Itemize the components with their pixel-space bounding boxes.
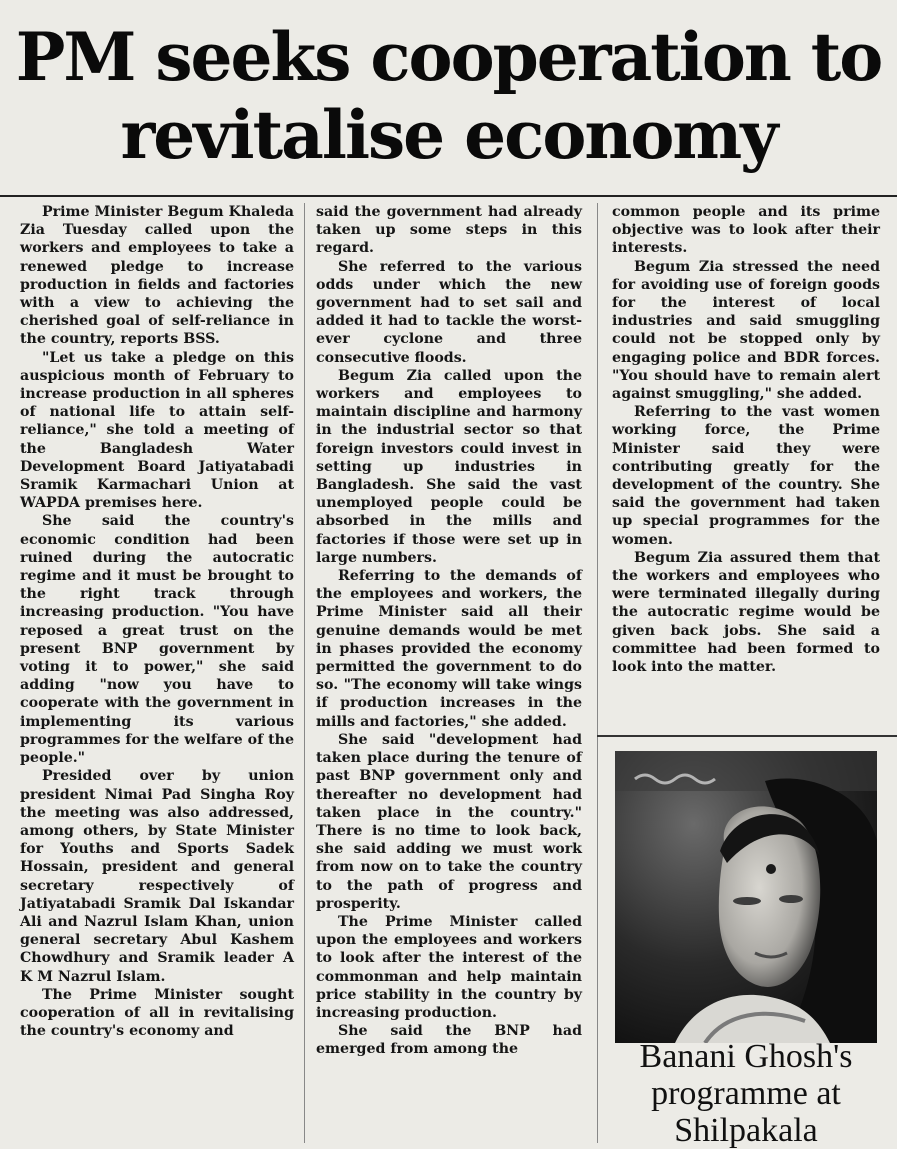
paragraph: common people and its prime objective was to look after their interests. <box>612 204 880 257</box>
article-column-1 <box>20 203 294 1040</box>
paragraph: She referred to the various odds under which the new government had to set sail and added it had to tackle the worst-ever cyclone and three consecutive floods. <box>316 258 582 366</box>
caption-line-3: Shilpakala <box>674 1112 818 1149</box>
caption-line-2: programme at <box>651 1075 841 1112</box>
caption-line-1: Banani Ghosh's <box>639 1038 853 1075</box>
paragraph: She said "development had taken place during the tenure of past BNP government only and thereafter no development had taken place in the country." There is no time to look back, she said adding we must work from now on to take the country to the path of progress and prosperity. <box>316 731 582 912</box>
paragraph: The Prime Minister called upon the employees and workers to look after the interest of the commonman and help maintain price stability in the country by increasing production. <box>316 913 582 1021</box>
news-photo <box>615 751 877 1043</box>
article-column-3 <box>612 203 880 676</box>
paragraph: Begum Zia assured them that the workers and employees who were terminated illegally during the autocratic regime would be given back jobs. She said a committee had been formed to look into the matter. <box>612 549 880 676</box>
column-divider <box>304 203 305 1143</box>
headline-line-1: PM seeks cooperation to <box>15 18 882 96</box>
portrait-image <box>615 751 877 1043</box>
article-column-2 <box>316 203 582 1059</box>
paragraph: Prime Minister Begum Khaleda Zia Tuesday called upon the workers and employees to take a renewed pledge to increase production in fields and factories with a view to achieving the cherished goal of self-reliance in the country, reports BSS. <box>20 204 294 348</box>
paragraph: Begum Zia called upon the workers and employees to maintain discipline and harmony in the industrial sector so that foreign investors could invest in setting up industries in Bangladesh. She said the vast unemployed people could be absorbed in the mills and factories if those were set up in large numbers. <box>316 367 582 566</box>
paragraph: Referring to the vast women working force, the Prime Minister said they were contributing greatly for the development of the country. She said the government had taken up special programmes for the women. <box>612 404 880 548</box>
headline-line-2: revitalise economy <box>120 96 777 174</box>
headline-rule <box>0 195 897 197</box>
paragraph: Referring to the demands of the employees and workers, the Prime Minister said all their genuine demands would be met in phases provided the economy permitted the government to do so. "The economy will take wings if production increases in the mills and factories," she added. <box>316 568 582 730</box>
paragraph: said the government had already taken up some steps in this regard. <box>316 204 582 257</box>
paragraph: Presided over by union president Nimai Pad Singha Roy the meeting was also addressed, among others, by State Minister for Youths and Sports Sadek Hossain, president and general secretary respectively of Jatiyatabadi Sramik Dal Iskandar Ali and Nazrul Islam Khan, union general secretary Abul Kashem Chowdhury and Sramik leader A K M Nazrul Islam. <box>20 768 294 985</box>
paragraph: The Prime Minister sought cooperation of all in revitalising the country's economy and <box>20 986 294 1040</box>
paragraph: She said the country's economic condition had been ruined during the autocratic regime and it must be brought to the right track through increasing production. "You have reposed a great trust on the present BNP government by voting it to power," she said adding "now you have to cooperate with the government in implementing its various programmes for the welfare of the people." <box>20 513 295 767</box>
paragraph: "Let us take a pledge on this auspicious month of February to increase production in all spheres of national life to attain self-reliance," she told a meeting of the Bangladesh Water Development Board Jatiyatabadi Sramik Karmachari Union at WAPDA premises here. <box>20 349 294 512</box>
headline <box>0 18 897 174</box>
paragraph: She said the BNP had emerged from among the <box>316 1023 582 1058</box>
paragraph: Begum Zia stressed the need for avoiding use of foreign goods for the interest of local industries and said smuggling could not be stopped only by engaging police and BDR forces. "You should have to remain alert against smuggling," she added. <box>612 258 880 403</box>
